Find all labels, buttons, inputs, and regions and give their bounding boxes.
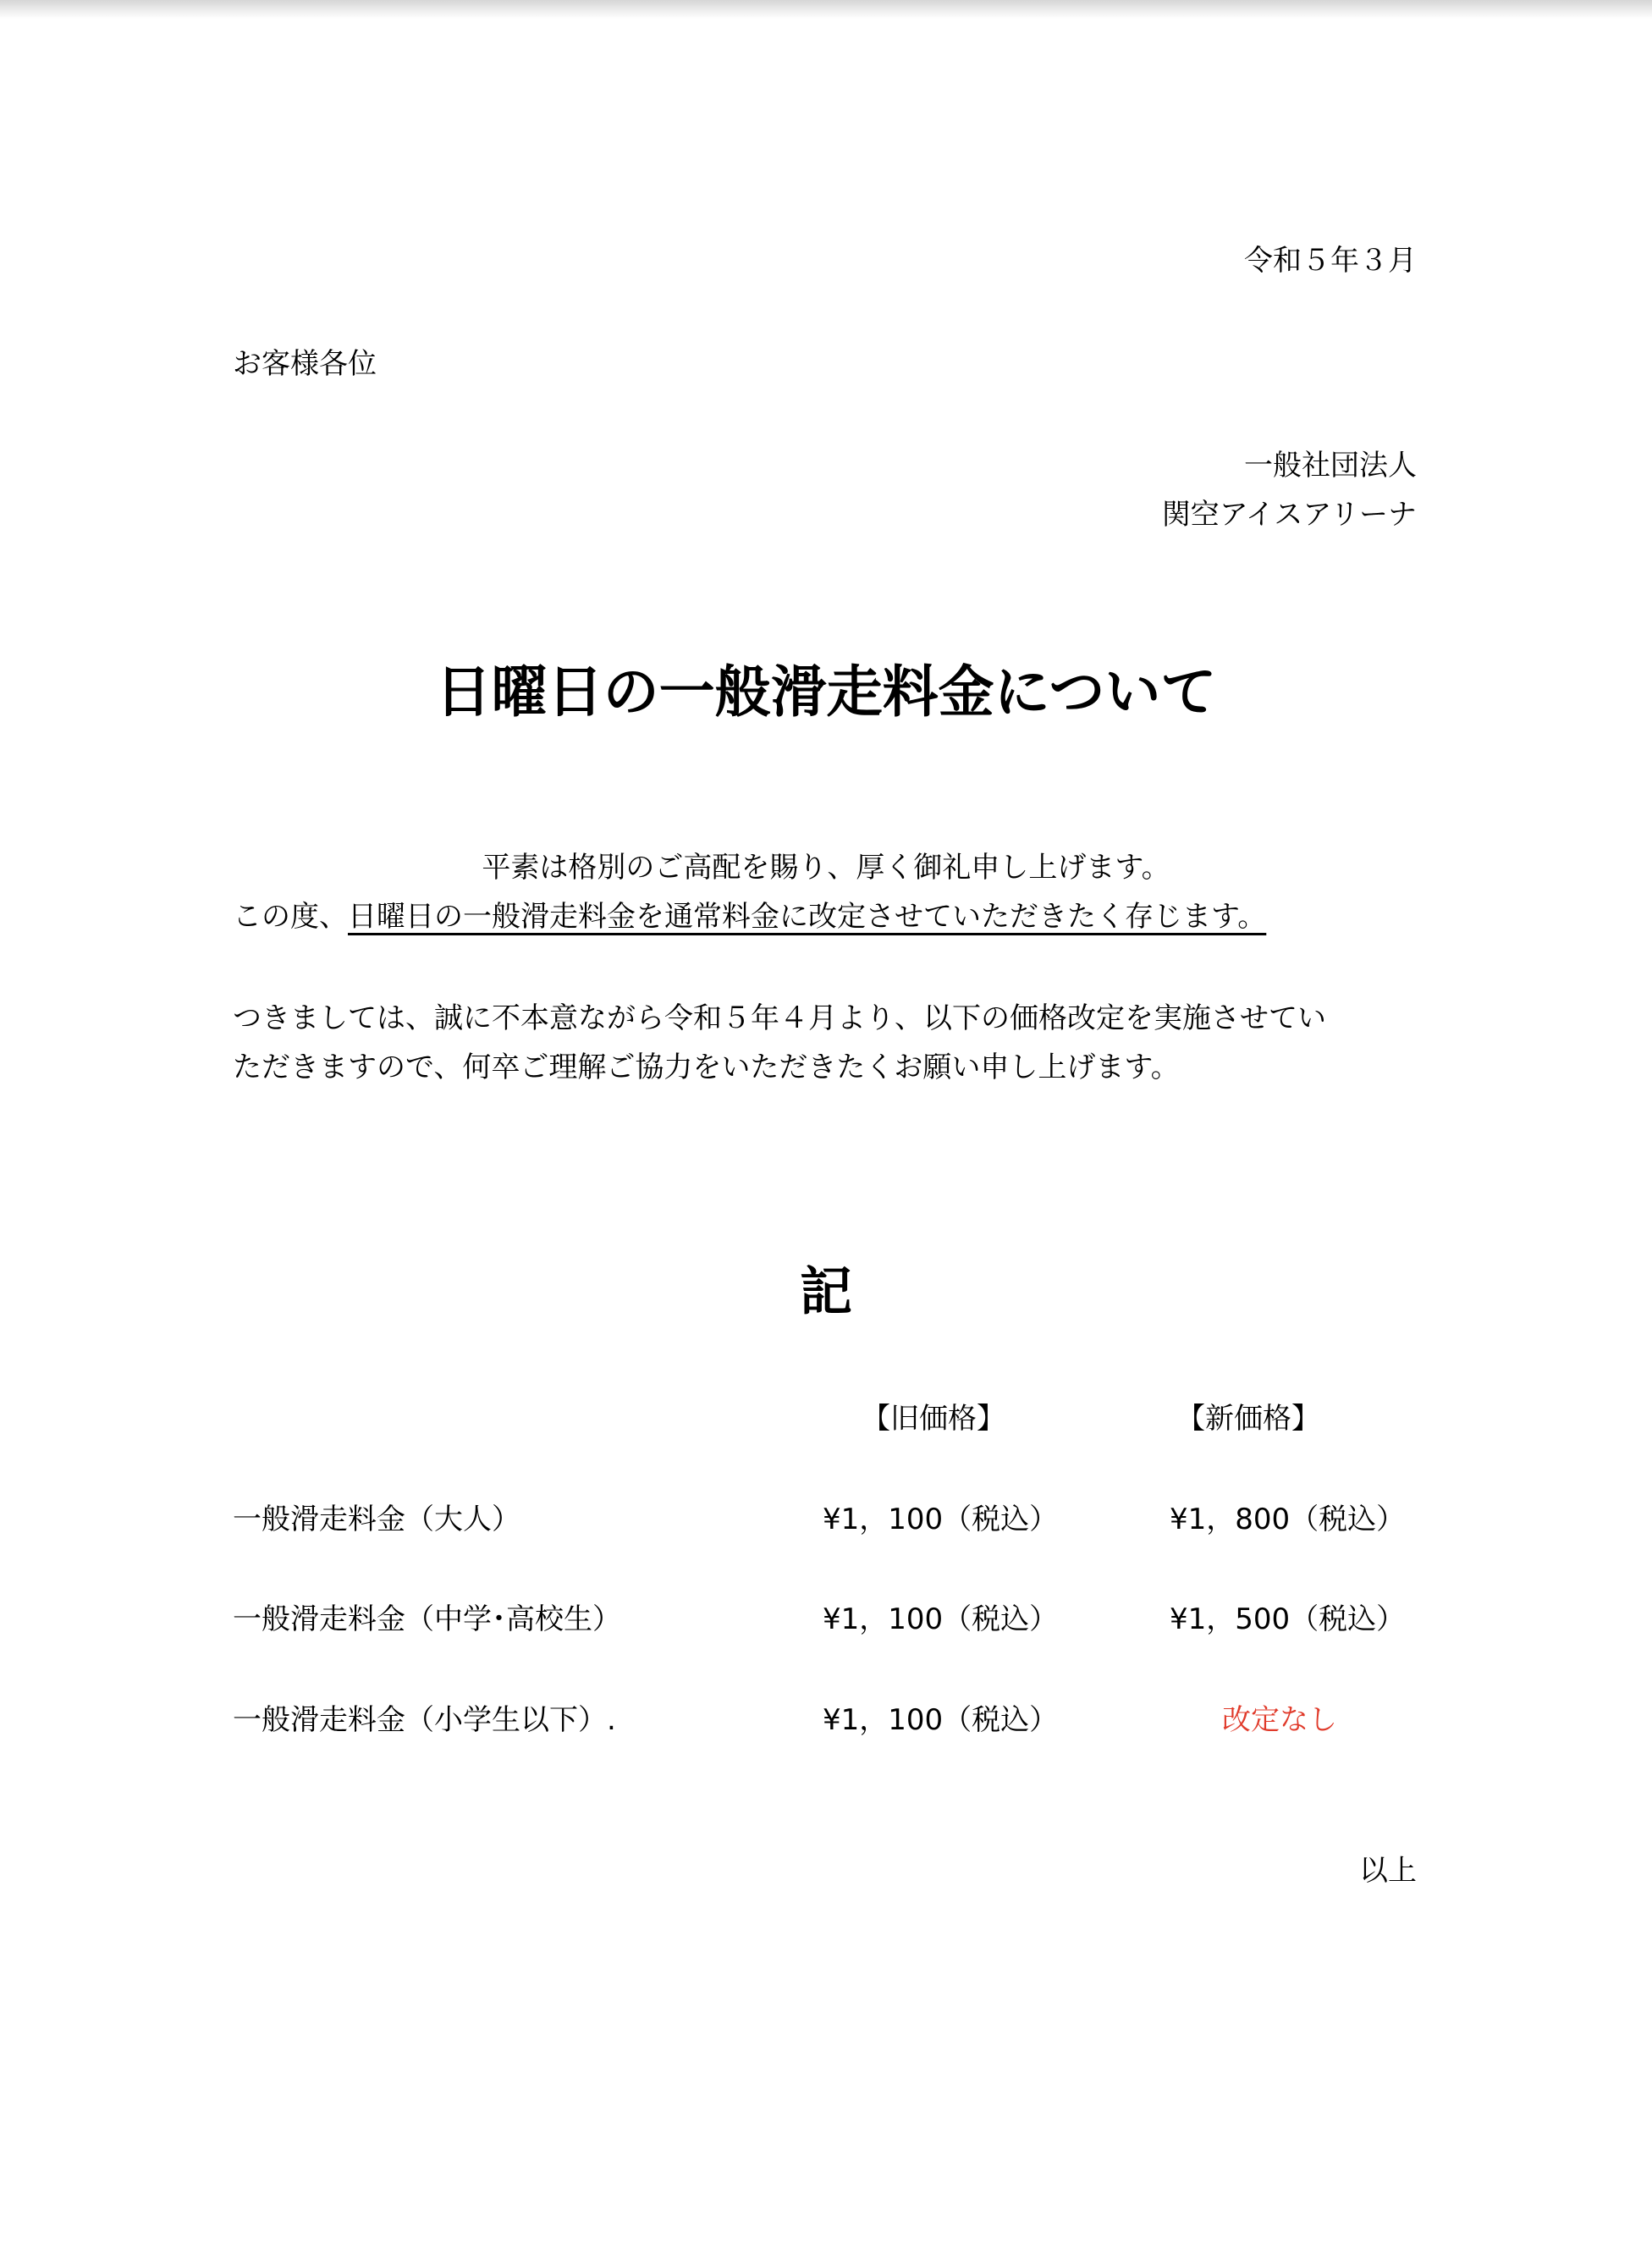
intro-paragraph: [233, 900, 1266, 934]
detail-paragraph-line-2: ただきますので、何卒ご理解ご協力をいただきたくお願い申し上げます。: [233, 1051, 1180, 1084]
sender-org-name: 関空アイスアリーナ: [1161, 498, 1417, 532]
detail-paragraph-line-1: つきましては、誠に不本意ながら令和５年４月より、以下の価格改定を実施させてい: [233, 1001, 1326, 1035]
page-top-shadow: [0, 0, 1652, 19]
row-old-price: ¥1，100（税込）: [823, 1602, 1059, 1636]
row-old-price: ¥1，100（税込）: [823, 1703, 1059, 1737]
row-new-price: ¥1，800（税込）: [1170, 1503, 1406, 1536]
salutation: お客様各位: [233, 347, 377, 381]
row-label: 一般滑走料金（大人）: [233, 1503, 520, 1536]
row-new-price-no-change: 改定なし: [1222, 1703, 1337, 1737]
intro-underlined-text: 日曜日の一般滑走料金を通常料金に改定させていただきたく存じます。: [348, 900, 1267, 934]
greeting-paragraph: 平素は格別のご高配を賜り、厚く御礼申し上げます。: [482, 851, 1170, 885]
document-title: 日曜日の一般滑走料金について: [435, 659, 1217, 725]
row-label: 一般滑走料金（小学生以下）.: [233, 1703, 616, 1737]
row-label: 一般滑走料金（中学･高校生）: [233, 1602, 621, 1636]
closing-mark: 以上: [1359, 1854, 1417, 1888]
document-date: 令和５年３月: [1244, 244, 1417, 278]
row-old-price: ¥1，100（税込）: [823, 1503, 1059, 1536]
sender-org-type: 一般社団法人: [1244, 449, 1417, 483]
row-new-price: ¥1，500（税込）: [1170, 1602, 1406, 1636]
ki-heading: 記: [799, 1260, 852, 1322]
header-new-price: 【新価格】: [1176, 1402, 1320, 1436]
intro-prefix: この度、: [233, 900, 348, 934]
header-old-price: 【旧価格】: [862, 1402, 1005, 1436]
